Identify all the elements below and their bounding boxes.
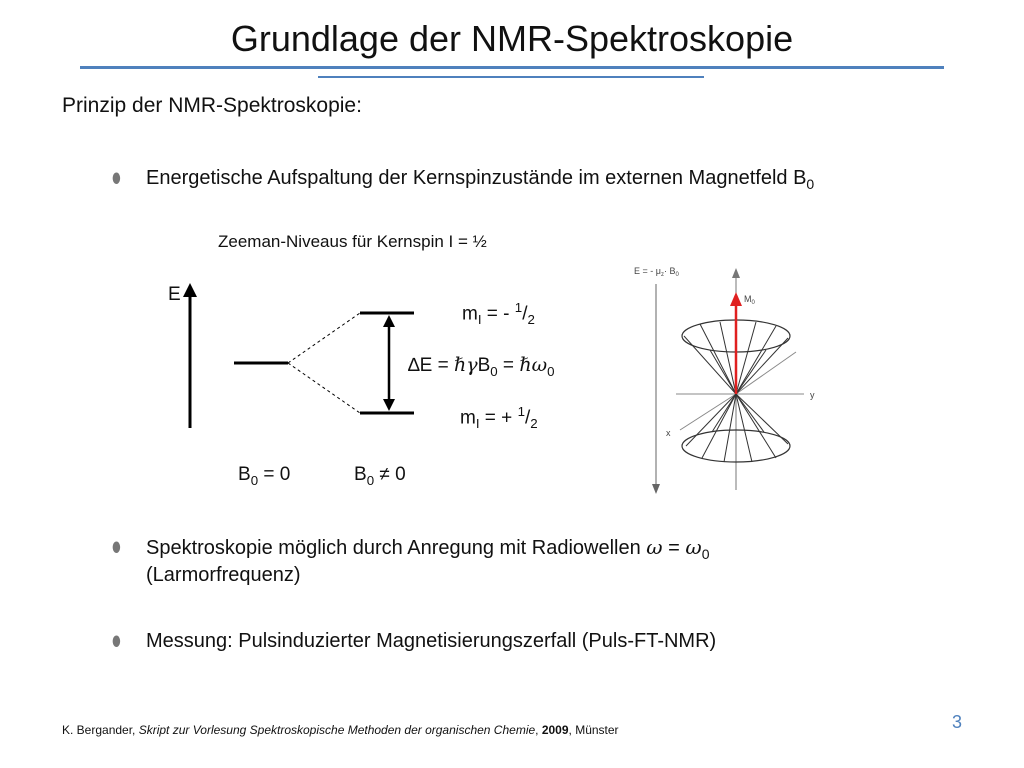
mI-upper-den: 2 <box>527 312 535 328</box>
mI-upper-m: m <box>462 303 478 325</box>
hbar-symbol-2: ℏ <box>519 354 532 376</box>
figure-formula: E = - $\mu_z\cdot B_0$ <box>634 266 679 278</box>
energy-axis-label: E <box>168 284 181 305</box>
delta-e-arrowhead-down <box>383 399 395 411</box>
split-line-upper <box>288 313 360 363</box>
citation-author: K. Bergander, <box>62 723 139 737</box>
gamma-symbol: γ <box>466 354 478 376</box>
mI-upper-label <box>462 300 535 327</box>
bullet-2-text: Spektroskopie möglich durch Anregung mit Radiowellen <box>146 537 647 559</box>
b0-nonzero-label <box>354 464 406 488</box>
b-symbol: B <box>477 355 491 376</box>
omega-symbol: ω <box>531 354 548 376</box>
section-heading: Prinzip der NMR-Spektroskopie: <box>62 94 362 117</box>
mI-lower-m: m <box>460 407 476 429</box>
citation-sep: , <box>535 723 542 737</box>
slide-title: Grundlage der NMR-Spektroskopie <box>230 18 794 59</box>
citation-place: , Münster <box>568 723 619 737</box>
mI-lower-mid: = + <box>479 407 518 429</box>
bullet-icon: ⬮ <box>112 539 121 555</box>
diagonal-axis <box>736 352 796 394</box>
mI-lower-num: 1 <box>517 404 525 419</box>
mI-upper-slash: / <box>522 303 528 325</box>
bullet-2-continuation: (Larmorfrequenz) <box>146 564 301 586</box>
equals: = <box>497 355 520 376</box>
net-magnetization-arrowhead <box>730 292 742 306</box>
mI-upper-mid: = - <box>481 303 515 325</box>
footer-citation <box>62 723 619 737</box>
delta-e-arrowhead-up <box>383 315 395 327</box>
b0-zero-rest: = 0 <box>258 464 291 485</box>
hbar-symbol: ℏ <box>453 354 467 376</box>
bullet-icon: ⬮ <box>112 170 121 186</box>
moment-label: $M_0$ <box>744 294 755 306</box>
bullet-icon: ⬮ <box>112 633 121 649</box>
b0-zero-b: B <box>238 464 251 485</box>
split-line-lower <box>288 363 360 413</box>
mI-upper-sub: I <box>477 312 482 328</box>
precession-cone-figure <box>620 262 820 498</box>
mI-upper-num: 1 <box>514 300 523 315</box>
zeeman-caption: Zeeman-Niveaus für Kernspin I = ½ <box>218 232 487 251</box>
axis-y-label: y <box>810 390 815 400</box>
x-axis <box>680 394 736 430</box>
bullet-3: Messung: Pulsinduzierter Magnetisierungszerfall (Puls-FT-NMR) <box>146 630 717 652</box>
citation-year: 2009 <box>541 723 569 737</box>
equals: = <box>662 537 686 559</box>
b0-nonzero-rest: ≠ 0 <box>374 464 406 485</box>
b0-nonzero-b: B <box>354 464 367 485</box>
mI-lower-sub: I <box>475 416 480 432</box>
b0-zero-sub: 0 <box>250 472 259 488</box>
axis-x-label: x <box>666 428 671 438</box>
energy-axis-arrowhead <box>183 283 197 297</box>
citation-work: Skript zur Vorlesung Spektroskopische Methoden der organischen Chemie <box>138 723 536 737</box>
bullet-1-sub: 0 <box>806 176 815 192</box>
bullet-1-text: Energetische Aufspaltung der Kernspinzustände im externen Magnetfeld B <box>146 167 807 189</box>
omega-zero-sub: 0 <box>701 546 710 562</box>
mI-lower-slash: / <box>524 407 531 429</box>
z-axis-arrowhead <box>732 268 740 278</box>
b0-nonzero-sub: 0 <box>366 472 375 488</box>
field-axis-arrowhead <box>652 484 660 494</box>
b0-zero-label <box>238 464 290 488</box>
delta-symbol: ∆ <box>408 355 420 376</box>
mI-lower-label <box>460 404 538 431</box>
mI-lower-den: 2 <box>530 416 538 432</box>
omega-sub: 0 <box>547 363 555 379</box>
omega-zero-symbol: ω <box>685 535 702 559</box>
page-number: 3 <box>952 712 963 732</box>
delta-e-text: E = <box>419 355 454 376</box>
omega-symbol: ω <box>646 535 663 559</box>
delta-e-formula <box>408 354 554 379</box>
b-sub: 0 <box>490 363 498 379</box>
